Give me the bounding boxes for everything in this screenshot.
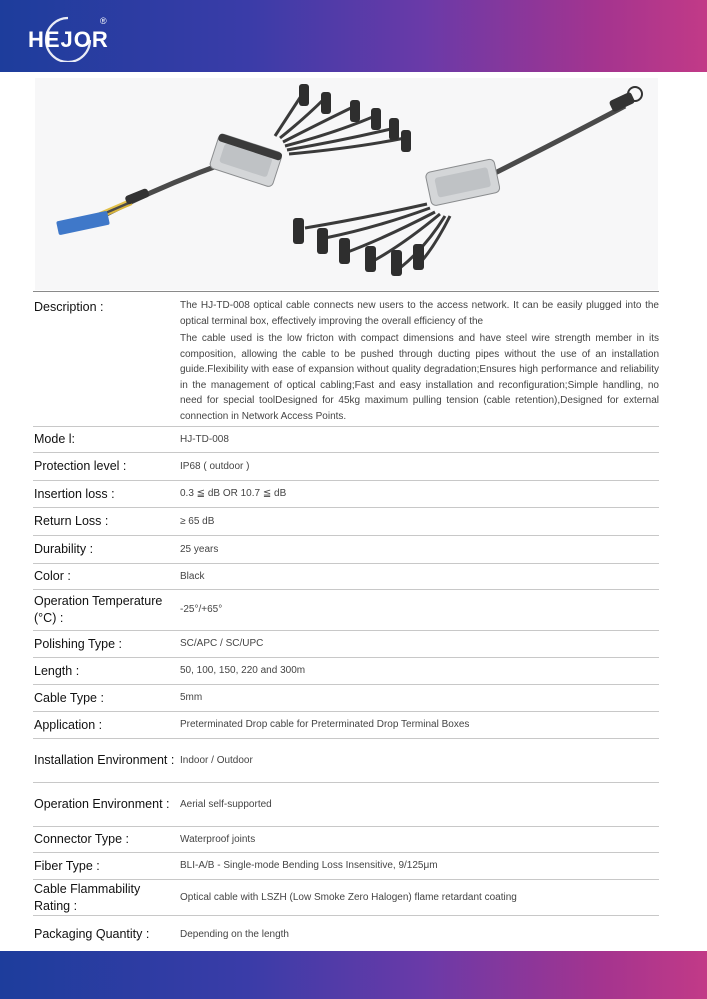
spec-value: -25°/+65°	[180, 604, 223, 615]
spec-label: Cable Type :	[34, 690, 104, 705]
spec-row-application	[33, 712, 659, 739]
spec-value: 0.3 ≦ dB OR 10.7 ≦ dB	[180, 488, 287, 499]
left-cable-assembly	[56, 84, 411, 235]
spec-value: Aerial self-supported	[180, 798, 272, 810]
spec-value: Preterminated Drop cable for Preterminated Drop Terminal Boxes	[180, 719, 470, 730]
brand-logo	[22, 12, 114, 62]
spec-row-polishing-type	[33, 631, 659, 658]
spec-label: Packaging Quantity :	[34, 927, 150, 941]
spec-value: Optical cable with LSZH (Low Smoke Zero Halogen) flame retardant coating	[180, 891, 517, 903]
spec-label: Return Loss :	[34, 514, 109, 528]
spec-row-cable-type	[33, 685, 659, 712]
specifications-table	[33, 291, 659, 954]
spec-row-model	[33, 427, 659, 453]
spec-row-color	[33, 564, 659, 590]
spec-row-protection-level	[33, 453, 659, 481]
footer-banner	[0, 951, 707, 999]
spec-value: Depending on the length	[180, 928, 289, 940]
spec-value: HJ-TD-008	[180, 433, 229, 445]
spec-label: Polishing Type :	[34, 636, 123, 651]
spec-label: Connector Type :	[34, 832, 129, 846]
spec-label: Description :	[34, 300, 104, 314]
spec-row-connector-type	[33, 827, 659, 853]
spec-label: Length :	[34, 663, 80, 678]
spec-row-cable-flammability-rating	[33, 880, 659, 916]
description-paragraph: The HJ-TD-008 optical cable connects new users to the access network. It can be easily plugged into the optical terminal box, effectively improving the overall efficiency of the	[180, 300, 659, 327]
right-cable-assembly	[293, 87, 642, 276]
spec-value: IP68 ( outdoor )	[180, 460, 250, 472]
spec-row-insertion-loss	[33, 481, 659, 508]
spec-label: Insertion loss :	[34, 486, 115, 501]
spec-row-packaging-quantity	[33, 916, 659, 954]
spec-value: ≥ 65 dB	[180, 515, 215, 527]
spec-value: Black	[180, 570, 205, 582]
spec-row-length	[33, 658, 659, 685]
spec-label: Protection level :	[34, 459, 127, 473]
spec-label: Durability :	[34, 542, 94, 556]
spec-row-operation-temperature	[33, 590, 659, 631]
spec-value: Indoor / Outdoor	[180, 754, 253, 766]
description-paragraph: The cable used is the low fricton with compact dimensions and have steel wire strength member in its composition, allowing the cable to be pushed through ducting pipes without the use of an installation guide.Flexibility with ease of expansion without quality degradation;Ensures high performance and reliability in the management of optical cabling;Fast and easy installation and reconfiguration;Simple handling, no need for special toolDesigned for 45kg maximum pulling tension (cable retention),Designed for external connection in Network Access Points.	[180, 333, 659, 422]
spec-row-return-loss	[33, 508, 659, 536]
spec-row-description	[33, 291, 659, 427]
spec-label: Operation Temperature (°C) :	[34, 594, 163, 625]
spec-row-installation-environment	[33, 739, 659, 783]
spec-label: Mode l:	[34, 432, 75, 446]
spec-label: Fiber Type :	[34, 858, 100, 873]
registered-mark: ®	[100, 16, 107, 26]
spec-row-durability	[33, 536, 659, 564]
spec-value: BLI-A/B - Single-mode Bending Loss Insensitive, 9/125μm	[180, 860, 438, 871]
header-banner	[0, 0, 707, 72]
spec-row-fiber-type	[33, 853, 659, 880]
spec-row-operation-environment	[33, 783, 659, 827]
spec-label: Cable Flammability Rating :	[34, 881, 141, 913]
spec-value: 5mm	[180, 692, 203, 703]
spec-label: Installation Environment :	[34, 753, 175, 767]
spec-label: Operation Environment :	[34, 797, 170, 811]
spec-value	[180, 292, 659, 426]
spec-value: SC/APC / SC/UPC	[180, 638, 264, 649]
spec-value: 25 years	[180, 543, 219, 555]
logo-text: HEJOR	[28, 27, 109, 52]
spec-value: Waterproof joints	[180, 833, 256, 845]
spec-value: 50, 100, 150, 220 and 300m	[180, 665, 306, 676]
spec-label: Application :	[34, 717, 103, 732]
spec-label: Color :	[34, 569, 71, 583]
product-photo	[35, 78, 658, 290]
